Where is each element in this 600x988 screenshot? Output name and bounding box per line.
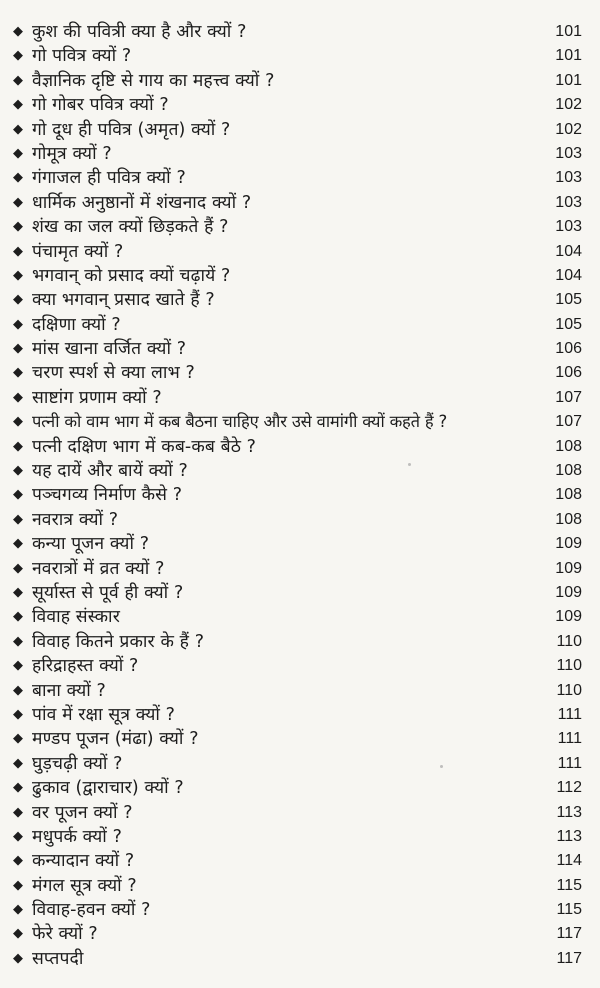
diamond-bullet-icon: ◆ (13, 731, 23, 747)
toc-entry (0, 166, 600, 190)
toc-entry-page-number: 103 (555, 193, 582, 211)
toc-entry-page-number: 108 (555, 510, 582, 528)
toc-entry (0, 825, 600, 849)
toc-entry-page-number: 112 (556, 779, 582, 797)
toc-entry-title: पत्नी को वाम भाग में कब बैठना चाहिए और उसे वामांगी क्यों कहते हैं ? (32, 412, 448, 432)
diamond-bullet-icon: ◆ (13, 24, 23, 39)
toc-entry-page-number: 113 (556, 803, 582, 821)
toc-entry-page-number: 105 (555, 315, 582, 333)
toc-entry (0, 264, 600, 288)
toc-entry-title: कन्या पूजन क्यों ? (32, 534, 150, 555)
toc-entry-page-number: 109 (555, 583, 582, 601)
toc-entry-title: हरिद्राहस्त क्यों ? (32, 656, 139, 677)
toc-entry (0, 288, 600, 312)
toc-entry-page-number: 101 (555, 47, 582, 65)
diamond-bullet-icon: ◆ (13, 804, 23, 820)
toc-entry-page-number: 104 (555, 266, 582, 284)
toc-entry (0, 20, 600, 44)
toc-entry-title: यह दायें और बायें क्यों ? (32, 461, 188, 482)
toc-entry-title: कन्यादान क्यों ? (32, 851, 135, 872)
toc-entry-title: फेरे क्यों ? (32, 924, 98, 945)
toc-entry-title: सूर्यास्त से पूर्व ही क्यों ? (32, 582, 184, 603)
toc-entry-page-number: 114 (556, 852, 582, 870)
toc-entry-title: गो दूध ही पवित्र (अमृत) क्यों ? (32, 119, 231, 140)
diamond-bullet-icon: ◆ (13, 584, 23, 600)
diamond-bullet-icon: ◆ (13, 511, 23, 527)
toc-entry-title: शंख का जल क्यों छिड़कते हैं ? (32, 217, 229, 238)
diamond-bullet-icon: ◆ (13, 72, 23, 88)
toc-entry (0, 776, 600, 800)
toc-entry-title: पत्नी दक्षिण भाग में कब-कब बैठे ? (32, 436, 257, 457)
toc-entry (0, 93, 600, 117)
diamond-bullet-icon: ◆ (13, 853, 23, 869)
toc-entry-page-number: 109 (555, 535, 582, 553)
toc-entry (0, 922, 600, 946)
toc-entry (0, 215, 600, 239)
toc-entry (0, 752, 600, 776)
toc-entry (0, 361, 600, 385)
diamond-bullet-icon: ◆ (13, 145, 23, 161)
toc-entry-title: गोमूत्र क्यों ? (32, 143, 112, 164)
toc-entry-page-number: 110 (556, 632, 582, 650)
toc-entry-page-number: 102 (555, 96, 582, 114)
diamond-bullet-icon: ◆ (13, 926, 23, 942)
toc-entry-title: वर पूजन क्यों ? (32, 802, 133, 823)
toc-entry (0, 581, 600, 605)
toc-entry-title: वैज्ञानिक दृष्टि से गाय का महत्त्व क्यों ? (32, 70, 275, 91)
diamond-bullet-icon: ◆ (13, 682, 23, 698)
diamond-bullet-icon: ◆ (13, 365, 23, 381)
toc-entry-page-number: 101 (555, 71, 582, 89)
toc-entry-title: पांव में रक्षा सूत्र क्यों ? (32, 704, 176, 725)
toc-entry-page-number: 117 (556, 925, 582, 943)
diamond-bullet-icon: ◆ (13, 633, 23, 649)
toc-entry (0, 44, 600, 68)
toc-entry-title: भगवान् को प्रसाद क्यों चढ़ायें ? (32, 265, 231, 286)
toc-entry-page-number: 108 (555, 462, 582, 480)
toc-entry (0, 947, 600, 971)
toc-entry (0, 410, 600, 434)
toc-entry-title: विवाह संस्कार (32, 607, 120, 628)
toc-entry-page-number: 110 (556, 657, 582, 675)
toc-entry-page-number: 106 (555, 340, 582, 358)
diamond-bullet-icon: ◆ (13, 828, 23, 844)
toc-entry-page-number: 115 (556, 901, 582, 919)
toc-entry (0, 874, 600, 898)
toc-entry-page-number: 103 (555, 144, 582, 162)
diamond-bullet-icon: ◆ (13, 170, 23, 186)
diamond-bullet-icon: ◆ (13, 536, 23, 552)
diamond-bullet-icon: ◆ (13, 414, 23, 430)
toc-entry-title: सप्तपदी (32, 948, 84, 969)
diamond-bullet-icon: ◆ (13, 560, 23, 576)
paper-speck (440, 765, 443, 768)
toc-entry (0, 483, 600, 507)
toc-entry-title: गो गोबर पवित्र क्यों ? (32, 95, 169, 116)
toc-entry-page-number: 110 (556, 681, 582, 699)
paper-speck (408, 463, 411, 466)
diamond-bullet-icon: ◆ (13, 950, 23, 966)
toc-entry-title: विवाह-हवन क्यों ? (32, 900, 151, 921)
diamond-bullet-icon: ◆ (13, 292, 23, 308)
toc-entry-page-number: 104 (555, 242, 582, 260)
toc-entry-page-number: 107 (555, 413, 582, 431)
toc-entry (0, 679, 600, 703)
diamond-bullet-icon: ◆ (13, 194, 23, 210)
toc-entry (0, 898, 600, 922)
toc-entry (0, 557, 600, 581)
diamond-bullet-icon: ◆ (13, 463, 23, 479)
toc-entry-title: ढुकाव (द्वाराचार) क्यों ? (32, 778, 184, 799)
diamond-bullet-icon: ◆ (13, 658, 23, 674)
diamond-bullet-icon: ◆ (13, 243, 23, 259)
diamond-bullet-icon: ◆ (13, 48, 23, 64)
toc-entry-title: मण्डप पूजन (मंढा) क्यों ? (32, 729, 199, 750)
toc-entry (0, 386, 600, 410)
diamond-bullet-icon: ◆ (13, 219, 23, 235)
toc-entry (0, 337, 600, 361)
toc-entry-title: कुश की पवित्री क्या है और क्यों ? (32, 22, 247, 42)
toc-entry (0, 532, 600, 556)
toc-entry-page-number: 109 (555, 608, 582, 626)
toc-entry (0, 727, 600, 751)
toc-entry-title: धार्मिक अनुष्ठानों में शंखनाद क्यों ? (32, 192, 252, 213)
toc-entry-title: दक्षिणा क्यों ? (32, 314, 121, 335)
toc-entry-title: विवाह कितने प्रकार के हैं ? (32, 631, 205, 652)
diamond-bullet-icon: ◆ (13, 341, 23, 357)
toc-entry-title: घुड़चढ़ी क्यों ? (32, 753, 123, 774)
diamond-bullet-icon: ◆ (13, 755, 23, 771)
toc-entry (0, 313, 600, 337)
toc-entry-title: नवरात्रों में व्रत क्यों ? (32, 558, 165, 579)
toc-entry-title: मांस खाना वर्जित क्यों ? (32, 339, 187, 360)
toc-entry-page-number: 111 (557, 730, 582, 748)
diamond-bullet-icon: ◆ (13, 877, 23, 893)
diamond-bullet-icon: ◆ (13, 438, 23, 454)
toc-entry-page-number: 109 (555, 559, 582, 577)
toc-entry (0, 630, 600, 654)
diamond-bullet-icon: ◆ (13, 97, 23, 113)
toc-entry-page-number: 111 (557, 705, 582, 723)
toc-entry-title: क्या भगवान् प्रसाद खाते हैं ? (32, 290, 215, 311)
toc-entry (0, 703, 600, 727)
diamond-bullet-icon: ◆ (13, 389, 23, 405)
toc-entry (0, 435, 600, 459)
toc-entry (0, 654, 600, 678)
toc-entry-title: मंगल सूत्र क्यों ? (32, 875, 137, 896)
table-of-contents (0, 20, 600, 971)
toc-entry-page-number: 103 (555, 169, 582, 187)
diamond-bullet-icon: ◆ (13, 267, 23, 283)
toc-entry-title: नवरात्र क्यों ? (32, 509, 119, 530)
toc-entry-title: बाना क्यों ? (32, 680, 106, 701)
toc-entry-page-number: 115 (556, 876, 582, 894)
diamond-bullet-icon: ◆ (13, 780, 23, 796)
toc-entry (0, 240, 600, 264)
toc-entry-title: साष्टांग प्रणाम क्यों ? (32, 387, 162, 408)
toc-entry-page-number: 113 (556, 827, 582, 845)
toc-entry-title: पञ्चगव्य निर्माण कैसे ? (32, 485, 183, 506)
toc-entry-title: पंचामृत क्यों ? (32, 241, 124, 262)
toc-entry (0, 69, 600, 93)
toc-entry-page-number: 107 (555, 388, 582, 406)
toc-entry-page-number: 102 (555, 120, 582, 138)
toc-entry-title: गो पवित्र क्यों ? (32, 46, 132, 67)
toc-entry-page-number: 117 (556, 949, 582, 967)
toc-entry (0, 118, 600, 142)
toc-entry (0, 142, 600, 166)
toc-entry-page-number: 105 (555, 291, 582, 309)
diamond-bullet-icon: ◆ (13, 902, 23, 918)
diamond-bullet-icon: ◆ (13, 316, 23, 332)
toc-entry-page-number: 101 (555, 23, 582, 40)
toc-entry-page-number: 106 (555, 364, 582, 382)
toc-entry (0, 459, 600, 483)
toc-entry (0, 801, 600, 825)
diamond-bullet-icon: ◆ (13, 609, 23, 625)
toc-entry-page-number: 111 (557, 754, 582, 772)
toc-entry (0, 849, 600, 873)
diamond-bullet-icon: ◆ (13, 487, 23, 503)
toc-entry (0, 508, 600, 532)
toc-entry (0, 605, 600, 629)
toc-entry-page-number: 103 (555, 218, 582, 236)
diamond-bullet-icon: ◆ (13, 706, 23, 722)
toc-entry-title: मधुपर्क क्यों ? (32, 826, 122, 847)
toc-entry-title: गंगाजल ही पवित्र क्यों ? (32, 168, 186, 189)
toc-entry-title: चरण स्पर्श से क्या लाभ ? (32, 363, 195, 384)
toc-entry (0, 191, 600, 215)
diamond-bullet-icon: ◆ (13, 121, 23, 137)
toc-entry-page-number: 108 (555, 486, 582, 504)
toc-entry-page-number: 108 (555, 437, 582, 455)
